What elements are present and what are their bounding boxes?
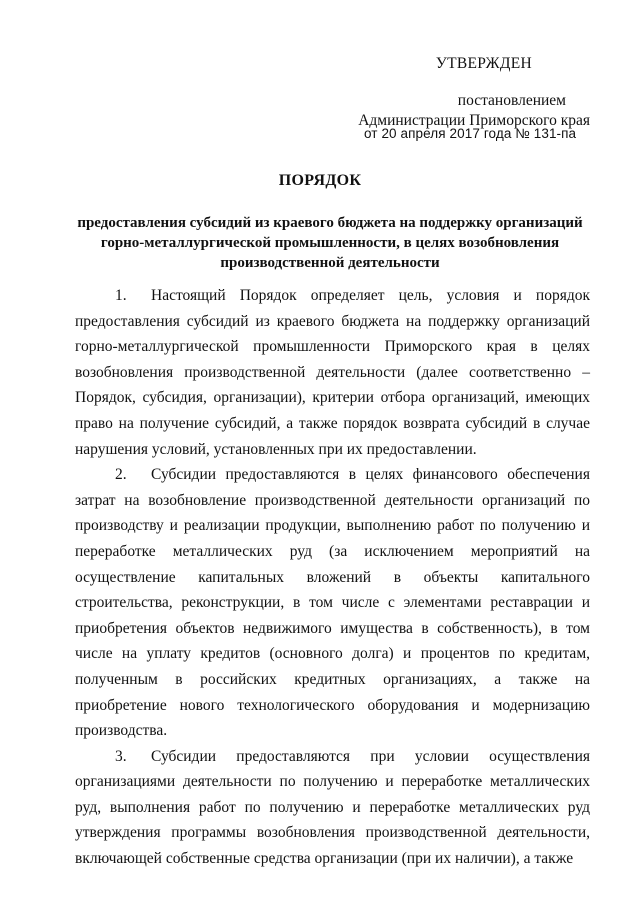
paragraph-text: Субсидии предоставляются при условии осуществления организациями деятельности по получению и переработке металлических руд, выполнения работ по получению и переработке металлических руд утверждения программы возобновления производственной деятельности, включающей собственные средства организации (при их наличии), а также bbox=[75, 747, 590, 868]
paragraph-2 bbox=[75, 462, 590, 744]
document-title: ПОРЯДОК bbox=[278, 172, 362, 189]
paragraph-3 bbox=[75, 744, 590, 872]
approval-status: УТВЕРЖДЕН bbox=[435, 55, 532, 72]
paragraph-number: 1. bbox=[115, 287, 127, 304]
paragraph-text: Настоящий Порядок определяет цель, условия и порядок предоставления субсидий из краевого бюджета на поддержку организаций горно-металлургической промышленности Приморского края в целях возобновления производственной деятельности (далее соответственно – Порядок, субсидия, организации), критерии отбора организаций, имеющих право на получение субсидий, а также порядок возврата субсидий в случае нарушения условий, установленных при их предоставлении. bbox=[75, 287, 590, 458]
document-subtitle: предоставления субсидий из краевого бюджета на поддержку организаций горно-металлургической промышленности, в целях возобновления производственной деятельности bbox=[77, 215, 583, 271]
approval-by-line2: Администрации Приморского края bbox=[358, 112, 590, 129]
approval-stamp bbox=[350, 54, 590, 131]
paragraph-number: 2. bbox=[115, 466, 127, 484]
paragraph-number: 3. bbox=[115, 747, 127, 765]
paragraph-1 bbox=[75, 283, 590, 462]
approval-date-line: от 20 апреля 2017 года № 131-па bbox=[364, 126, 577, 141]
paragraph-text: Субсидии предоставляются в целях финансового обеспечения затрат на возобновление производственной деятельности организаций по производству и реализации продукции, выполнению работ по получению и переработке металлических руд (за исключением мероприятий на осуществление капитальных вложений в объекты капитального строительства, реконструкции, в том числе с элементами реставрации и приобретения объектов недвижимого имущества в собственность), в том числе на уплату кредитов (основного долга) и процентов по кредитам, полученным в российских кредитных организациях, а также на приобретение нового технологического оборудования и модернизацию производства. bbox=[75, 466, 590, 740]
approval-by-line1: постановлением bbox=[457, 92, 566, 109]
document-body bbox=[75, 283, 590, 872]
